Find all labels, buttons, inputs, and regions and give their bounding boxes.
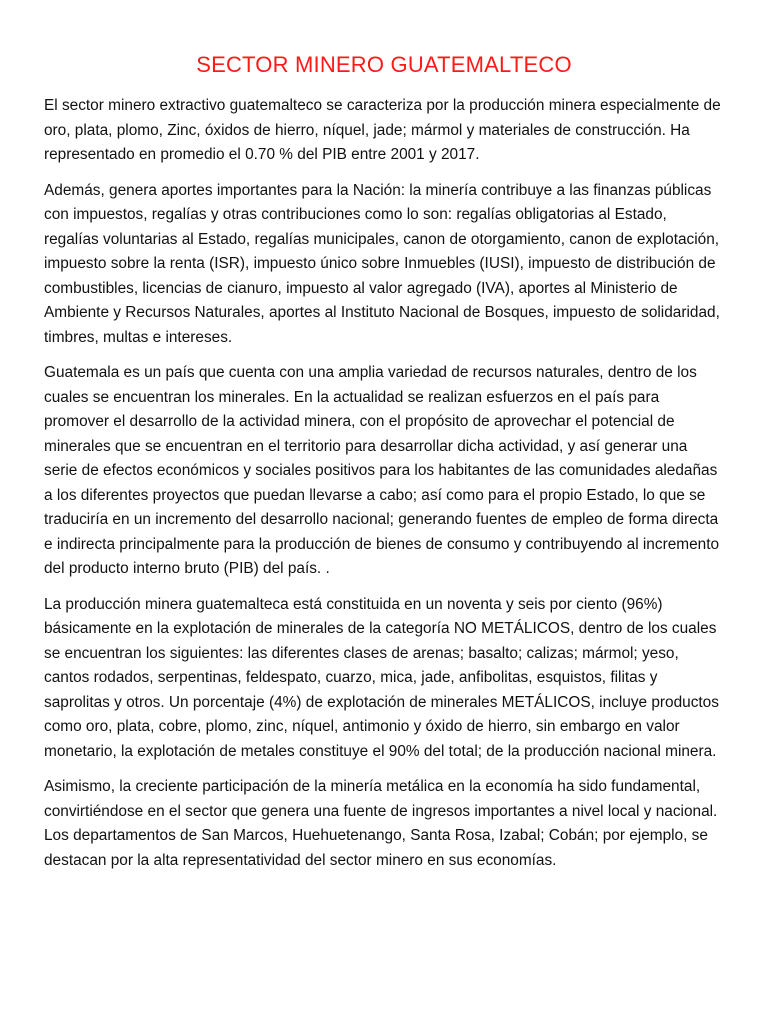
- document-title: SECTOR MINERO GUATEMALTECO: [196, 52, 572, 77]
- paragraph-contributions: Además, genera aportes importantes para la Nación: la minería contribuye a las finanzas públicas con impuestos, regalías y otras contribuciones como lo son: regalías obligatorias al Estado, regalías voluntarias al Estado, regalías municipales, canon de otorgamiento, canon de explotación, impuesto sobre la renta (ISR), impuesto único sobre Inmuebles (IUSI), impuesto de distribución de combustibles, licencias de cianuro, impuesto al valor agregado (IVA), aportes al Ministerio de Ambiente y Recursos Naturales, aportes al Instituto Nacional de Bosques, impuesto de solidaridad, timbres, multas e intereses.: [44, 181, 720, 346]
- paragraph-production: La producción minera guatemalteca está constituida en un noventa y seis por ciento (96%) básicamente en la explotación de minerales de la categoría NO METÁLICOS, dentro de los cuales se encuentran los siguientes: las diferentes clases de arenas; basalto; calizas; mármol; yeso, cantos rodados, serpentinas, feldespato, cuarzo, mica, jade, anfibolitas, esquistos, filitas y saprolitas y otros. Un porcentaje (4%) de explotación de minerales METÁLICOS, incluye productos como oro, plata, cobre, plomo, zinc, níquel, antimonio y óxido de hierro, sin embargo en valor monetario, la explotación de metales constituye el 90% del total; de la producción nacional minera.: [44, 595, 719, 760]
- paragraph-intro: El sector minero extractivo guatemalteco se caracteriza por la producción minera especialmente de oro, plata, plomo, Zinc, óxidos de hierro, níquel, jade; mármol y materiales de construcción. Ha representado en promedio el 0.70 % del PIB entre 2001 y 2017.: [44, 97, 721, 163]
- paragraph-metallic-mining: Asimismo, la creciente participación de la minería metálica en la economía ha sido fundamental, convirtiéndose en el sector que genera una fuente de ingresos importantes a nivel local y nacional. Los departamentos de San Marcos, Huehuetenango, Santa Rosa, Izabal; Cobán; por ejemplo, se destacan por la alta representatividad del sector minero en sus economías.: [44, 778, 718, 869]
- paragraph-resources: Guatemala es un país que cuenta con una amplia variedad de recursos naturales, dentro de los cuales se encuentran los minerales. En la actualidad se realizan esfuerzos en el país para promover el desarrollo de la actividad minera, con el propósito de aprovechar el potencial de minerales que se encuentran en el territorio para desarrollar dicha actividad, y así generar una serie de efectos económicos y sociales positivos para los habitantes de las comunidades aledañas a los diferentes proyectos que puedan llevarse a cabo; así como para el propio Estado, lo que se traduciría en un incremento del desarrollo nacional; generando fuentes de empleo de forma directa e indirecta principalmente para la producción de bienes de consumo y contribuyendo al incremento del producto interno bruto (PIB) del país. .: [44, 364, 720, 577]
